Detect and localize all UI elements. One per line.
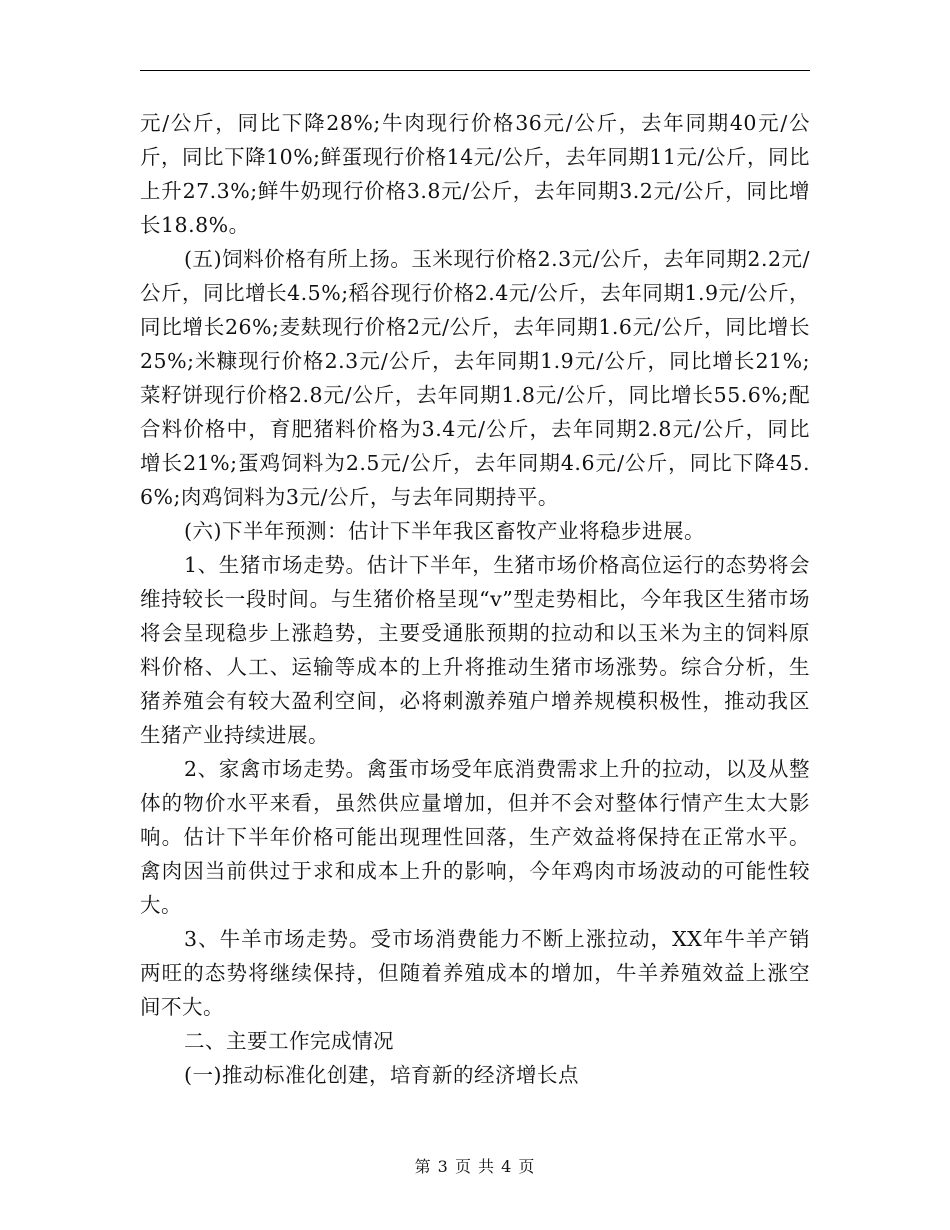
paragraph-hog-market-trend: 1、生猪市场走势。估计下半年，生猪市场价格高位运行的态势将会维持较长一段时间。与生猪价格呈现“v”型走势相比，今年我区生猪市场将会呈现稳步上涨趋势，主要受通胀预期的拉动和以玉米为主的饲料原料价格、人工、运输等成本的上升将推动生猪市场涨势。综合分析，生猪养殖会有较大盈利空间，必将刺激养殖户增养规模积极性，推动我区生猪产业持续进展。 [140, 553, 810, 747]
subsection-heading-standardization: (一)推动标准化创建，培育新的经济增长点 [184, 1063, 579, 1087]
paragraph-poultry-market-trend: 2、家禽市场走势。禽蛋市场受年底消费需求上升的拉动，以及从整体的物价水平来看，虽然供应量增加，但并不会对整体行情产生太大影响。估计下半年价格可能出现理性回落，生产效益将保持在正常水平。禽肉因当前供过于求和成本上升的影响，今年鸡肉市场波动的可能性较大。 [140, 757, 810, 917]
document-body [140, 106, 810, 1092]
paragraph-feed-prices: (五)饲料价格有所上扬。玉米现行价格2.3元/公斤，去年同期2.2元/公斤，同比增长4.5%;稻谷现行价格2.4元/公斤，去年同期1.9元/公斤，同比增长26%;麦麸现行价格2元/公斤，去年同期1.6元/公斤，同比增长25%;米糠现行价格2.3元/公斤，去年同期1.9元/公斤，同比增长21%;菜籽饼现行价格2.8元/公斤，去年同期1.8元/公斤，同比增长55.6%;配合料价格中，育肥猪料价格为3.4元/公斤，去年同期2.8元/公斤，同比增长21%;蛋鸡饲料为2.5元/公斤，去年同期4.6元/公斤，同比下降45.6%;肉鸡饲料为3元/公斤，与去年同期持平。 [140, 247, 810, 509]
section-heading-main-work: 二、主要工作完成情况 [184, 1029, 394, 1053]
header-rule [140, 70, 810, 71]
paragraph-second-half-forecast: (六)下半年预测：估计下半年我区畜牧产业将稳步进展。 [184, 519, 705, 543]
page-number-footer: 第 3 页 共 4 页 [414, 1157, 536, 1176]
paragraph-cattle-sheep-market-trend: 3、牛羊市场走势。受市场消费能力不断上涨拉动，XX年牛羊产销两旺的态势将继续保持，但随着养殖成本的增加，牛羊养殖效益上涨空间不大。 [140, 927, 810, 1019]
paragraph-meat-egg-milk-prices: 元/公斤，同比下降28%;牛肉现行价格36元/公斤，去年同期40元/公斤，同比下降10%;鲜蛋现行价格14元/公斤，去年同期11元/公斤，同比上升27.3%;鲜牛奶现行价格3.8元/公斤，去年同期3.2元/公斤，同比增长18.8%。 [140, 111, 810, 237]
